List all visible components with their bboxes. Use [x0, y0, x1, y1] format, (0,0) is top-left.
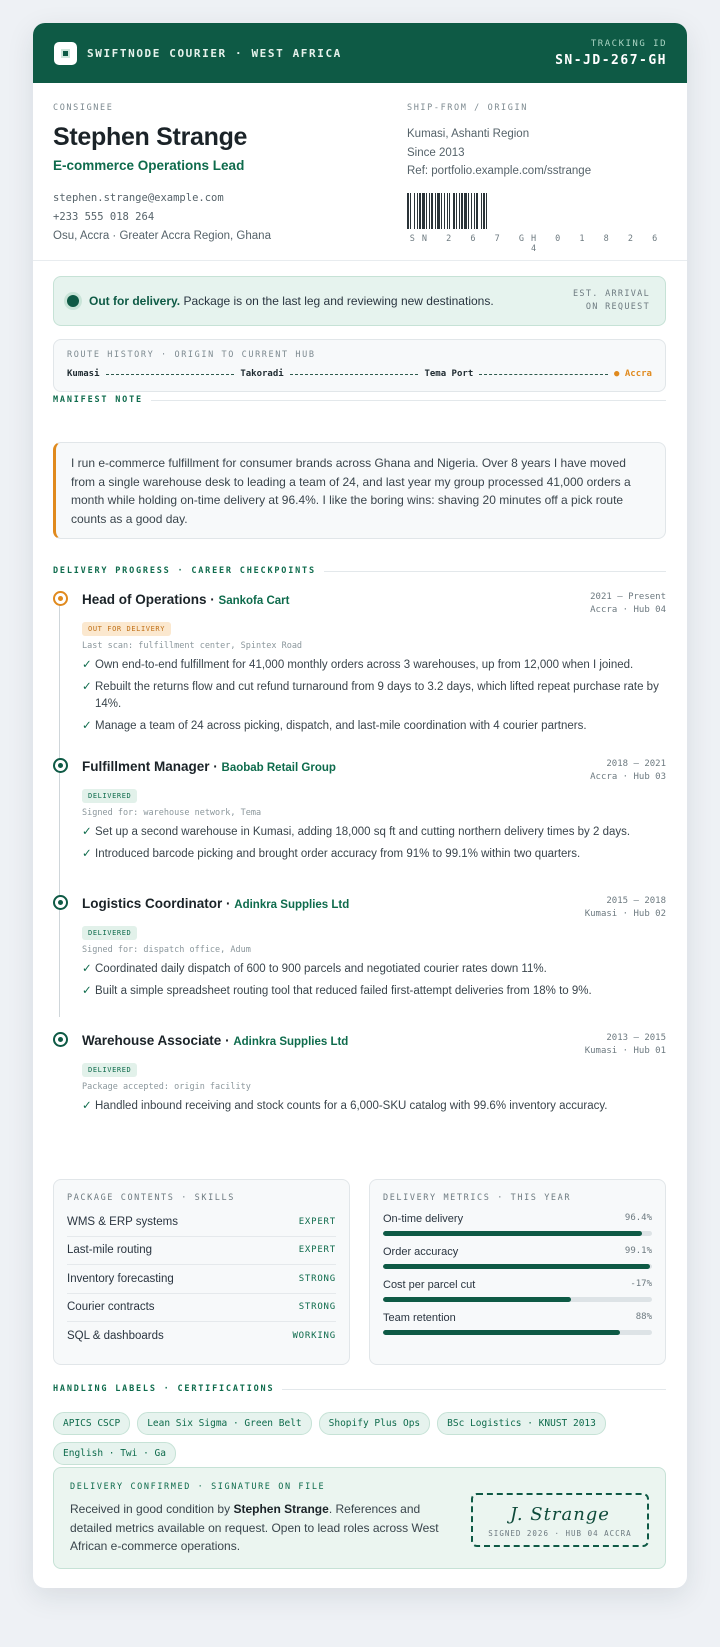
job-title-line: Warehouse Associate · Adinkra Supplies Ltd [82, 1033, 349, 1048]
person-name: Stephen Strange [53, 123, 248, 151]
skills-list [67, 1208, 336, 1351]
status-badge: DELIVERED [82, 926, 137, 940]
job-title-line: Logistics Coordinator · Adinkra Supplies Ltd [82, 896, 350, 911]
metric-row: Cost per parcel cut -17% [383, 1279, 652, 1302]
job-dates: 2015 – 2018 [606, 896, 666, 906]
identity-section [33, 83, 687, 261]
timeline-node-icon [53, 1032, 68, 1047]
signature: J. Strange [510, 1504, 610, 1525]
job-title-line: Head of Operations · Sankofa Cart [82, 592, 290, 607]
bullet-item: ✓ Built a simple spreadsheet routing tool that reduced failed first-attempt deliveries from 18% to 9%. [82, 983, 666, 1000]
bullet-list [82, 824, 666, 863]
skill-row: Inventory forecasting STRONG [67, 1265, 336, 1294]
status-text [89, 294, 573, 308]
job-header [82, 591, 666, 616]
job-company: Baobab Retail Group [221, 762, 336, 774]
manifest-title: MANIFEST NOTE [53, 395, 143, 405]
manifest-heading [53, 395, 666, 405]
footer-label: DELIVERY CONFIRMED · SIGNATURE ON FILE [70, 1482, 326, 1492]
job-body [82, 1032, 666, 1120]
check-icon: ✓ [82, 848, 92, 860]
job-header [82, 1032, 666, 1057]
skills-title: PACKAGE CONTENTS · SKILLS [67, 1193, 235, 1203]
origin-block [407, 103, 667, 254]
metric-row: Order accuracy 99.1% [383, 1246, 652, 1269]
status-badge: OUT FOR DELIVERY [82, 622, 171, 636]
eta-block [573, 288, 650, 314]
skill-row: Last-mile routing EXPERT [67, 1237, 336, 1266]
route-dash [479, 374, 608, 375]
scan-note: Last scan: fulfillment center, Spintex Road [82, 641, 303, 651]
resume-card [33, 23, 687, 1588]
portfolio-link[interactable]: Ref: portfolio.example.com/sstrange [407, 165, 592, 177]
origin-label: SHIP-FROM / ORIGIN [407, 103, 528, 113]
timeline-node-icon [53, 758, 68, 773]
brand-name: SWIFTNODE COURIER · WEST AFRICA [87, 46, 342, 60]
header-bar [33, 23, 687, 83]
job-header [82, 758, 666, 783]
scan-note: Signed for: dispatch office, Adum [82, 945, 251, 955]
route-destination: ● Accra [614, 369, 652, 379]
cert-tag: Shopify Plus Ops [319, 1412, 431, 1435]
email-link[interactable]: stephen.strange@example.com [53, 192, 224, 204]
status-dot-icon [67, 295, 79, 307]
delivery-confirmation [53, 1467, 666, 1569]
certification-tags [53, 1412, 666, 1465]
footer-name: Stephen Strange [233, 1502, 329, 1516]
bullet-item: ✓ Manage a team of 24 across picking, dispatch, and last-mile coordination with 4 courier partners. [82, 718, 666, 735]
scan-note: Signed for: warehouse network, Tema [82, 808, 262, 818]
consignee-label: CONSIGNEE [53, 103, 114, 113]
status-badge: DELIVERED [82, 789, 137, 803]
check-icon: ✓ [82, 720, 92, 732]
eta-line-1: EST. ARRIVAL [572, 289, 650, 299]
footer-text: Received in good condition by Stephen Strange. References and detailed metrics available on request. Open to lead roles across West African e-commerce operations. [70, 1502, 439, 1553]
route-stop: Tema Port [424, 369, 474, 379]
divider [282, 1389, 666, 1390]
skill-row: Courier contracts STRONG [67, 1294, 336, 1323]
job-body [82, 895, 666, 1005]
tracking-id: SN-JD-267-GH [555, 52, 667, 68]
job-title: Logistics Coordinator [82, 896, 223, 911]
bullet-item: ✓ Coordinated daily dispatch of 600 to 900 parcels and negotiated courier rates down 11%. [82, 961, 666, 978]
skills-panel [53, 1179, 350, 1365]
bullet-item: ✓ Handled inbound receiving and stock counts for a 6,000-SKU catalog with 99.6% inventory accuracy. [82, 1098, 666, 1115]
progress-track [383, 1297, 652, 1302]
check-icon: ✓ [82, 826, 92, 838]
progress-fill [383, 1297, 571, 1302]
address: Osu, Accra · Greater Accra Region, Ghana [53, 230, 271, 242]
job-dates: 2013 – 2015 [606, 1033, 666, 1043]
certifications-heading [53, 1384, 666, 1394]
origin-location: Kumasi, Ashanti Region [407, 128, 530, 140]
job-title: Fulfillment Manager [82, 759, 210, 774]
route-dash [290, 374, 419, 375]
divider [324, 571, 666, 572]
bullet-list [82, 961, 666, 1000]
job-company: Adinkra Supplies Ltd [233, 1036, 349, 1048]
job-title: Warehouse Associate [82, 1033, 222, 1048]
cert-tag: Lean Six Sigma · Green Belt [137, 1412, 311, 1435]
package-logo-icon [54, 42, 77, 65]
route-stop: Kumasi [67, 369, 100, 379]
cert-tag: APICS CSCP [53, 1412, 130, 1435]
certifications-title: HANDLING LABELS · CERTIFICATIONS [53, 1384, 275, 1394]
timeline-line [59, 597, 60, 1017]
route-label: ROUTE HISTORY · ORIGIN TO CURRENT HUB [67, 350, 316, 360]
progress-track [383, 1264, 652, 1269]
job-hub: Accra · Hub 04 [590, 604, 666, 615]
tracking-label: TRACKING ID [590, 38, 667, 49]
progress-track [383, 1330, 652, 1335]
barcode-icon [407, 193, 667, 229]
job-dates: 2018 – 2021 [606, 759, 666, 769]
job-meta [590, 591, 666, 616]
job-meta [590, 758, 666, 783]
signature-stamp [471, 1493, 649, 1547]
bullet-item: ✓ Set up a second warehouse in Kumasi, adding 18,000 sq ft and cutting northern delivery times by 2 days. [82, 824, 666, 841]
consignee-block [53, 103, 393, 246]
origin-since: Since 2013 [407, 146, 465, 159]
metric-row: Team retention 88% [383, 1312, 652, 1335]
metric-list [383, 1213, 652, 1335]
signature-caption: SIGNED 2026 · HUB 04 ACCRA [488, 1529, 632, 1538]
brand [54, 42, 342, 65]
contact-details [53, 189, 393, 246]
route-dash [106, 374, 235, 375]
bullet-item: ✓ Rebuilt the returns flow and cut refund turnaround from 9 days to 3.2 days, which lifted repeat purchase rate by 14%. [82, 679, 666, 713]
check-icon: ✓ [82, 985, 92, 997]
job-company: Adinkra Supplies Ltd [234, 899, 350, 911]
divider [151, 400, 666, 401]
scan-note: Package accepted: origin facility [82, 1082, 251, 1092]
cert-tag: English · Twi · Ga [53, 1442, 176, 1465]
job-body [82, 758, 666, 868]
progress-fill [383, 1330, 620, 1335]
progress-heading [53, 566, 666, 576]
job-hub: Kumasi · Hub 02 [584, 908, 666, 919]
route-line [67, 369, 652, 379]
skill-row: SQL & dashboards WORKING [67, 1330, 336, 1343]
route-stop: Takoradi [240, 369, 284, 379]
job-meta [585, 1032, 666, 1057]
metrics-panel [369, 1179, 666, 1365]
job-title-line: Fulfillment Manager · Baobab Retail Group [82, 759, 336, 774]
barcode-number: SN 2 6 7 GH 0 1 8 2 6 4 [409, 233, 665, 254]
progress-fill [383, 1264, 650, 1269]
check-icon: ✓ [82, 963, 92, 975]
check-icon: ✓ [82, 1100, 92, 1112]
progress-track [383, 1231, 652, 1236]
status-detail: Package is on the last leg and reviewing new destinations. [180, 294, 494, 308]
bullet-list [82, 1098, 666, 1115]
bullet-list [82, 657, 666, 735]
bullet-item: ✓ Introduced barcode picking and brought order accuracy from 91% to 99.1% within two quarters. [82, 846, 666, 863]
progress-title: DELIVERY PROGRESS · CAREER CHECKPOINTS [53, 566, 316, 576]
status-bold: Out for delivery. [89, 294, 181, 308]
status-badge: DELIVERED [82, 1063, 137, 1077]
person-role: E-commerce Operations Lead [53, 158, 245, 173]
cert-tag: BSc Logistics · KNUST 2013 [437, 1412, 606, 1435]
bullet-item: ✓ Own end-to-end fulfillment for 41,000 monthly orders across 3 warehouses, up from 12,000 when I joined. [82, 657, 666, 674]
phone-number[interactable]: +233 555 018 264 [53, 211, 155, 223]
progress-fill [383, 1231, 642, 1236]
job-title: Head of Operations [82, 592, 207, 607]
skill-row: WMS & ERP systems EXPERT [67, 1208, 336, 1237]
origin-details [407, 125, 667, 181]
check-icon: ✓ [82, 681, 92, 693]
job-dates: 2021 – Present [590, 592, 666, 602]
job-hub: Kumasi · Hub 01 [584, 1045, 666, 1056]
job-company: Sankofa Cart [218, 595, 290, 607]
timeline-node-icon [53, 895, 68, 910]
job-hub: Accra · Hub 03 [590, 771, 666, 782]
job-meta [585, 895, 666, 920]
timeline-node-current-icon [53, 591, 68, 606]
manifest-note: I run e-commerce fulfillment for consumer brands across Ghana and Nigeria. Over 8 years I have moved from a single warehouse desk to leading a team of 24, and last year my group processed 41,000 orders a month while holding on-time delivery at 96.4%. I like the boring wins: shaving 20 minutes off a pick route counts as a good day. [53, 442, 666, 539]
status-banner [53, 276, 666, 326]
eta-line-2: ON REQUEST [585, 302, 650, 312]
job-body [82, 591, 666, 740]
check-icon: ✓ [82, 659, 92, 671]
tracking-block [555, 39, 667, 68]
job-header [82, 895, 666, 920]
route-history [53, 339, 666, 392]
metric-row: On-time delivery 96.4% [383, 1213, 652, 1236]
metrics-title: DELIVERY METRICS · THIS YEAR [383, 1193, 572, 1203]
